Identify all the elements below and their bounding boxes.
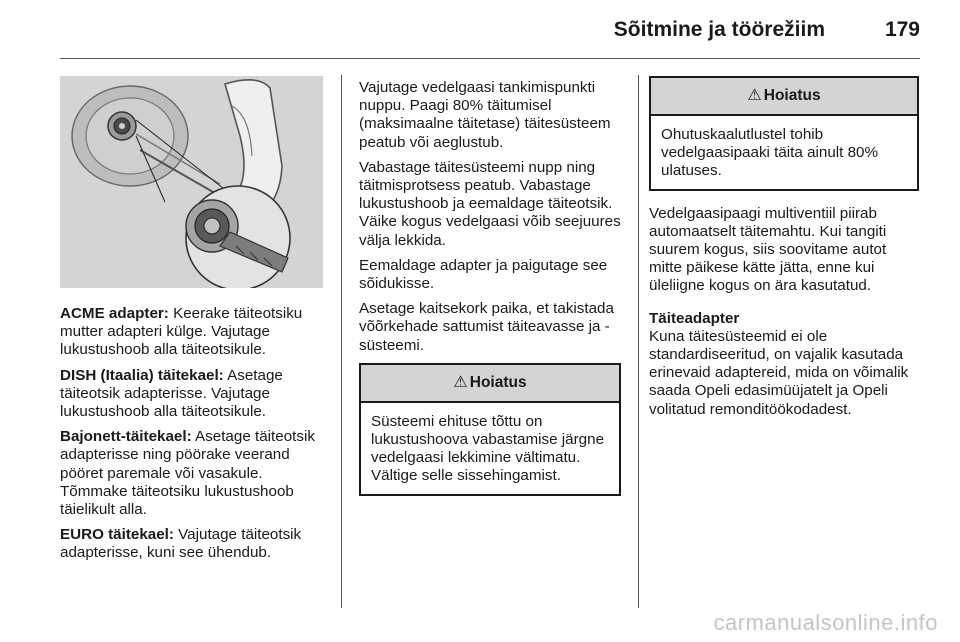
term-dish: DISH (Itaalia) täitekael: xyxy=(60,366,224,384)
term-acme: ACME adapter: xyxy=(60,305,169,322)
text-euro: Vajutage täiteotsik adapterisse, kuni see ühendub. xyxy=(60,526,302,562)
paragraph-middle-2: Vabastage täitesüsteemi nupp ning täitmisprotsess peatub. Vabastage lukustushoob ja eemaldage täiteotsik. Väike kogus vedelgaasi võib seejuures välja lekkida. xyxy=(359,158,621,249)
term-bajonett: Bajonett-täitekael: xyxy=(60,428,192,446)
warning-triangle-icon: ⚠ xyxy=(747,87,762,104)
warning-header-right xyxy=(651,78,917,116)
warning-title-right: Hoiatus xyxy=(763,87,821,104)
paragraph-right-2: Kuna täitesüsteemid ei ole standardiseeritud, on vajalik kasutada erinevaid adaptereid, mida on võimalik saada Opeli edasimüüjatelt ja Opeli volitatud remonditöökodadest. xyxy=(649,327,909,418)
section-title-adapter: Täiteadapter xyxy=(649,309,740,327)
warning-triangle-icon: ⚠ xyxy=(453,373,468,391)
lpg-adapter-illustration xyxy=(60,76,323,288)
warning-text-middle: Süsteemi ehituse tõttu on lukustushoova vabastamise järgne vedelgaasi lekkimine vältimatu. Vältige selle sissehingamist. xyxy=(371,412,605,485)
warning-header-middle xyxy=(361,365,619,403)
text-bajonett: Asetage täiteotsik adapterisse ning pöörake veerand pööret paremale või vasakule. Tõmmake täiteotsiku lukustushoob täielikult alla. xyxy=(60,428,315,519)
paragraph-acme xyxy=(60,305,325,360)
middle-column xyxy=(359,79,621,496)
paragraph-middle-3: Eemaldage adapter ja paigutage see sõidukisse. xyxy=(359,256,608,293)
paragraph-middle-1: Vajutage vedelgaasi tankimispunkti nuppu. Paagi 80% täitumisel (maksimaalne täitetase) täitesüsteem peatub või aeglustub. xyxy=(359,79,611,151)
warning-box-right xyxy=(649,76,919,191)
warning-title-middle: Hoiatus xyxy=(469,373,527,391)
column-divider-left xyxy=(341,75,342,608)
right-column xyxy=(649,76,919,426)
text-dish: Asetage täiteotsik adapterisse. Vajutage lukustushoob alla täiteotsikule. xyxy=(60,366,283,421)
paragraph-bajonett xyxy=(60,428,325,519)
text-acme: Keerake täiteotsiku mutter adapteri külge. Vajutage lukustushoob alla täiteotsikule. xyxy=(60,305,303,359)
warning-text-right: Ohutuskaalutlustel tohib vedelgaasipaaki täita ainult 80% ulatuses. xyxy=(661,126,878,180)
page-number: 179 xyxy=(884,18,920,41)
header-rule xyxy=(60,58,920,59)
warning-box-middle xyxy=(359,363,621,496)
paragraph-middle-4: Asetage kaitsekork paika, et takistada võõrkehade sattumist täiteavasse ja -süsteemi. xyxy=(359,300,614,354)
watermark: carmanualsonline.info xyxy=(713,610,938,635)
paragraph-euro xyxy=(60,526,325,562)
paragraph-right-1: Vedelgaasipaagi multiventiil piirab automaatselt täitemahtu. Kui tangiti suurem kogus, siis soovitame autot mitte päikese kätte jätta, enne kui üleliigne kogus on ära kasutatud. xyxy=(649,204,887,295)
term-euro: EURO täitekael: xyxy=(60,526,174,544)
page-header xyxy=(0,0,960,60)
lpg-adapter-illustration-svg xyxy=(60,76,323,288)
column-divider-right xyxy=(638,75,639,608)
left-column xyxy=(60,305,325,570)
chapter-title: Sõitmine ja töörežiim xyxy=(613,18,825,41)
paragraph-dish xyxy=(60,367,325,422)
